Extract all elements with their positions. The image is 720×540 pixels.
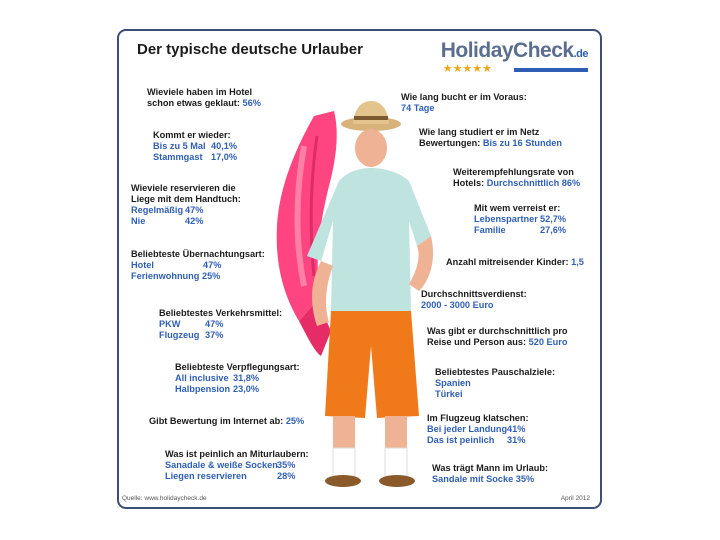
stat-return-visits: Kommt er wieder: Bis zu 5 Mal 40,1% Stammgast 17,0% (153, 130, 238, 162)
stat-advance-booking: Wie lang bucht er im Voraus: 74 Tage (401, 92, 527, 113)
stat-recommendation-rate: Weiterempfehlungsrate von Hotels: Durchschnittlich 86% (453, 167, 581, 188)
stat-hotel-theft: Wieviele haben im Hotel schon etwas geklaut: 56% (147, 87, 261, 108)
stat-review-research: Wie lang studiert er im Netz Bewertungen: Bis zu 16 Stunden (419, 127, 562, 148)
stat-catering: Beliebteste Verpflegungsart: All inclusive 31,8% Halbpension 23,0% (175, 362, 300, 394)
sandal-icon (379, 475, 415, 487)
stat-children: Anzahl mitreisender Kinder: 1,5 (446, 257, 584, 267)
stat-accommodation: Beliebteste Übernachtungsart: Hotel 47% Ferienwohnung 25% (131, 249, 265, 281)
date-footnote: April 2012 (560, 495, 590, 502)
logo-stars-icon: ★★★★★ (442, 63, 493, 75)
straw-hat-icon (341, 101, 401, 131)
stat-spending: Was gibt er durchschnittlich pro Reise und Person aus: 520 Euro (427, 326, 568, 347)
source-footnote: Quelle: www.holidaycheck.de (122, 495, 207, 502)
stat-package-destinations: Beliebtestes Pauschalziele: Spanien Türkei (435, 367, 556, 399)
stat-embarrassing: Was ist peinlich an Miturlaubern: Sanadale & weiße Socken35% Liegen reservieren 28% (165, 449, 309, 481)
shorts (325, 311, 419, 418)
stat-travel-companion: Mit wem verreist er: Lebenspartner 52,7% Familie 27,6% (474, 203, 567, 235)
stat-online-review: Gibt Bewertung im Internet ab: 25% (149, 416, 305, 426)
sandal-icon (325, 475, 361, 487)
logo-name: HolidayCheck (440, 39, 574, 62)
infographic-title: Der typische deutsche Urlauber (137, 41, 363, 58)
logo-underline (514, 68, 588, 72)
holidaycheck-logo (440, 39, 588, 75)
head (355, 129, 387, 167)
stat-applause: Im Flugzeug klatschen: Bei jeder Landung41% Das ist peinlich 31% (427, 413, 529, 445)
infographic-card (117, 29, 602, 509)
stat-towel-reservation: Wieviele reservieren die Liege mit dem Handtuch: Regelmäßig 47% Nie 42% (131, 183, 241, 226)
stat-attire: Was trägt Mann im Urlaub: Sandale mit Socke 35% (432, 463, 549, 484)
stat-income: Durchschnittsverdienst: 2000 - 3000 Euro (421, 289, 527, 310)
stat-transport: Beliebtestes Verkehrsmittel: PKW 47% Flugzeug 37% (159, 308, 283, 340)
logo-suffix: .de (573, 48, 588, 60)
